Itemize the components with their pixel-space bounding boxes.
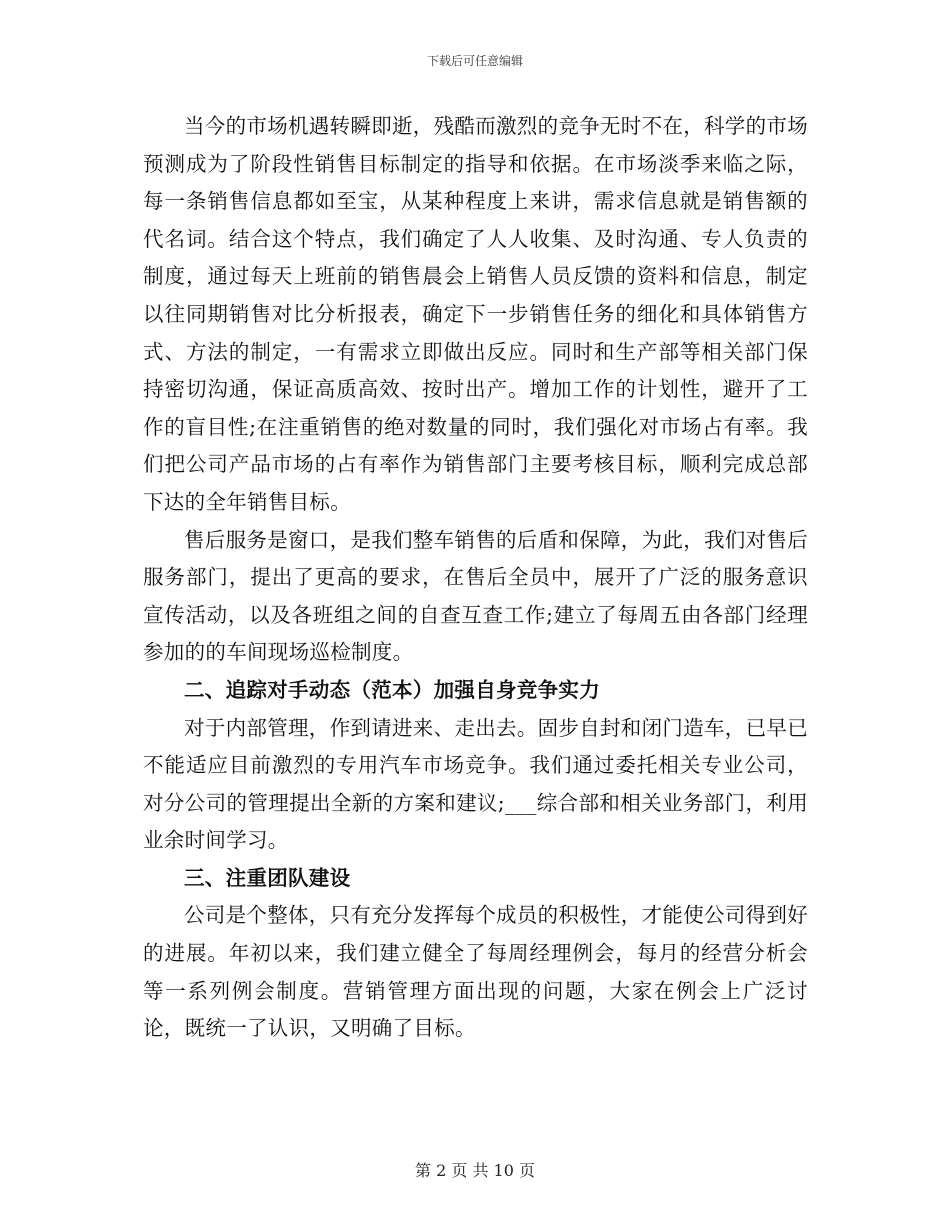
section-heading-competition: 二、追踪对手动态（范本）加强自身竞争实力	[184, 677, 600, 702]
section-heading-team: 三、注重团队建设	[184, 865, 351, 890]
paragraph-team-building: 公司是个整体，只有充分发挥每个成员的积极性，才能使公司得到好的进展。年初以来，我们建立健全了每周经理例会，每月的经营分析会等一系列例会制度。营销管理方面出现的问题，大家在例会上广泛讨论，既统一了认识，又明确了目标。	[143, 903, 808, 1041]
paragraph-internal-management: 对于内部管理，作到请进来、走出去。固步自封和闭门造车，已早已不能适应目前激烈的专用汽车市场竞争。我们通过委托相关专业公司，对分公司的管理提出全新的方案和建议;___综合部和相关业务部门，利用业余时间学习。	[143, 715, 808, 853]
page-number: 第 2 页 共 10 页	[415, 1161, 535, 1180]
paragraph-market-forecast: 当今的市场机遇转瞬即逝，残酷而激烈的竞争无时不在，科学的市场预测成为了阶段性销售目标制定的指导和依据。在市场淡季来临之际，每一条销售信息都如至宝，从某种程度上来讲，需求信息就是销售额的代名词。结合这个特点，我们确定了人人收集、及时沟通、专人负责的制度，通过每天上班前的销售晨会上销售人员反馈的资料和信息，制定以往同期销售对比分析报表，确定下一步销售任务的细化和具体销售方式、方法的制定，一有需求立即做出反应。同时和生产部等相关部门保持密切沟通，保证高质高效、按时出产。增加工作的计划性，避开了工作的盲目性;在注重销售的绝对数量的同时，我们强化对市场占有率。我们把公司产品市场的占有率作为销售部门主要考核目标，顺利完成总部下达的全年销售目标。	[143, 114, 808, 514]
page-header: 下载后可任意编辑	[426, 54, 523, 68]
document-body	[143, 108, 808, 1048]
paragraph-after-sales: 售后服务是窗口，是我们整车销售的后盾和保障，为此，我们对售后服务部门，提出了更高的要求，在售后全员中，展开了广泛的服务意识宣传活动，以及各班组之间的自查互查工作;建立了每周五由各部门经理参加的的车间现场巡检制度。	[143, 527, 808, 665]
